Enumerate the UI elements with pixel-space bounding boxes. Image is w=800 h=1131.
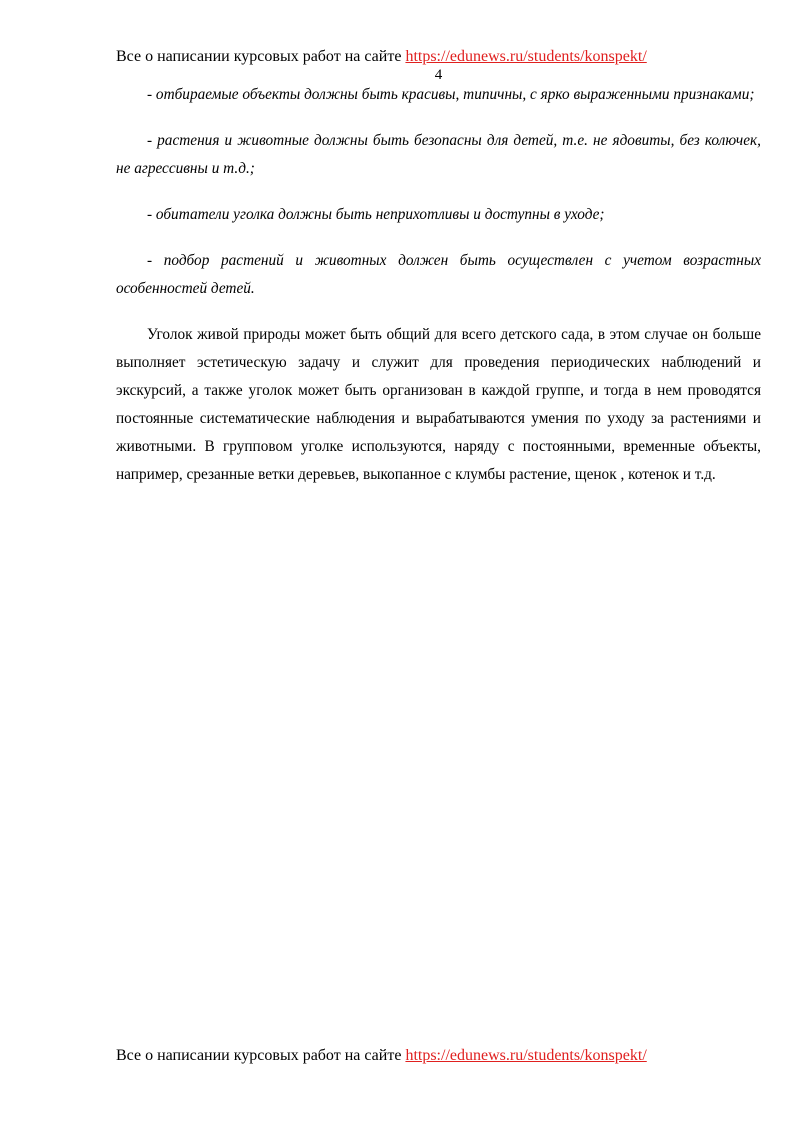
page-footer xyxy=(116,1045,647,1067)
body-paragraph: Уголок живой природы может быть общий для всего детского сада, в этом случае он больше выполняет эстетическую задачу и служит для проведения периодических наблюдений и экскурсий, а также уголок может быть организован в каждой группе, и тогда в нем проводятся постоянные систематические наблюдения и вырабатываются умения по уходу за растениями и животными. В групповом уголке используются, наряду с постоянными, временные объекты, например, срезанные ветки деревьев, выкопанное с клумбы растение, щенок , котенок и т.д. xyxy=(116,326,761,483)
header-text: Все о написании курсовых работ на сайте xyxy=(116,48,406,65)
footer-link[interactable]: https://edunews.ru/students/konspekt/ xyxy=(405,1047,647,1064)
list-item: - обитатели уголка должны быть неприхотливы и доступны в уходе; xyxy=(147,206,605,223)
list-item: - растения и животные должны быть безопасны для детей, т.е. не ядовиты, без колючек, не агрессивны и т.д.; xyxy=(116,132,761,177)
document-body xyxy=(116,81,761,489)
list-item: - подбор растений и животных должен быть осуществлен с учетом возрастных особенностей детей. xyxy=(116,252,761,297)
footer-text: Все о написании курсовых работ на сайте xyxy=(116,1047,406,1064)
header-link[interactable]: https://edunews.ru/students/konspekt/ xyxy=(405,48,647,65)
list-item: - отбираемые объекты должны быть красивы, типичны, с ярко выраженными признаками; xyxy=(147,86,755,103)
page-header xyxy=(116,46,647,68)
page-number: 4 xyxy=(434,67,443,83)
